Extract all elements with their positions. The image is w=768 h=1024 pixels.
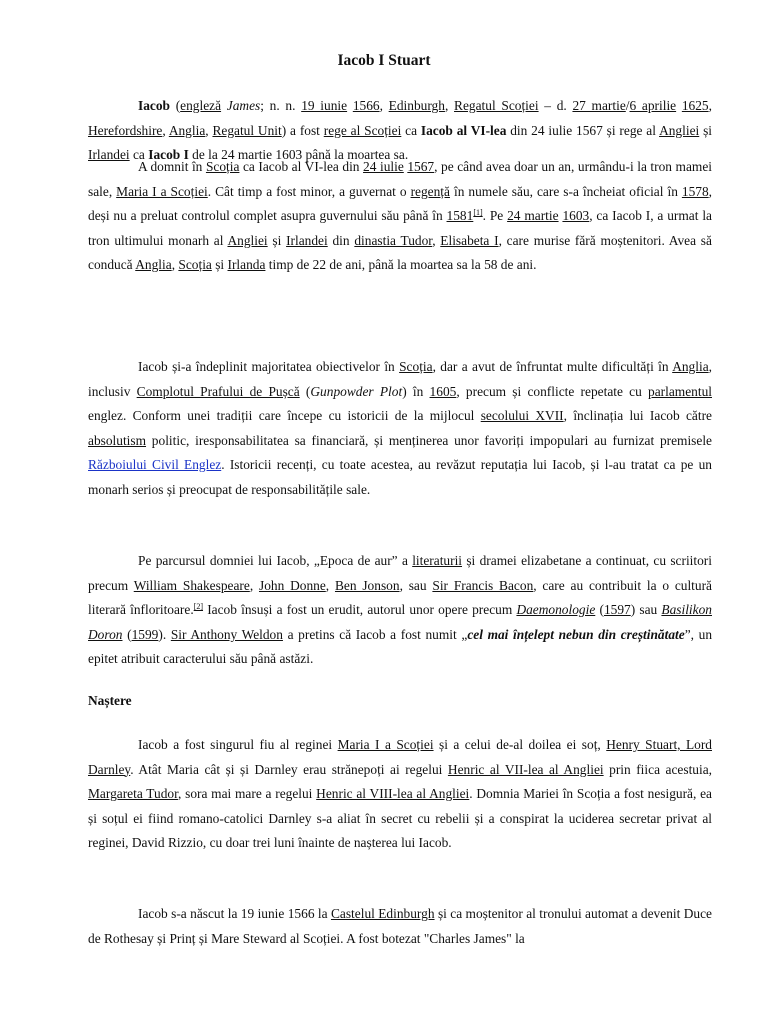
link-razboiului-civil-englez[interactable]: Războiului Civil Englez xyxy=(88,457,222,473)
text: ”, un epitet atribuit caracterului său până astăzi. xyxy=(88,626,713,667)
text: . Domnia Mariei în Scoția a fost nesigură, ea și soțul ei fiind romano-catolici Darnley s-a aliat în secret cu rebelii și a conspirat la uciderea secretar privat al reginei, David Rizzio, cu doar trei luni înainte de nașterea lui Iacob. xyxy=(88,786,712,851)
text: din xyxy=(327,232,355,248)
link-1581[interactable]: 1581 xyxy=(446,208,474,224)
text: , precum și conflicte repetate cu xyxy=(456,383,649,399)
link-daemonologie[interactable]: Daemonologie xyxy=(516,602,596,618)
text: ca xyxy=(129,147,149,163)
text: și dramei elizabetane a continuat, cu scriitori precum xyxy=(88,553,712,593)
link-1605[interactable]: 1605 xyxy=(429,383,457,399)
text: , xyxy=(171,257,179,273)
text: Pe parcursul domniei lui Iacob, „Epoca de aur” a xyxy=(138,553,413,568)
text: de la 24 martie 1603 până la moartea sa. xyxy=(188,147,409,163)
link-27-martie[interactable]: 27 martie xyxy=(572,98,626,113)
text: ( xyxy=(170,98,181,113)
text: Iacob xyxy=(138,98,170,113)
text: . Cât timp a fost minor, a guvernat o xyxy=(207,183,411,199)
link-absolutism[interactable]: absolutism xyxy=(88,432,147,448)
text: , care au contribuit la o cultură literară înfloritoare. xyxy=(88,577,713,618)
text: prin fiica acestuia, xyxy=(603,761,712,777)
link-john-donne[interactable]: John Donne xyxy=(258,577,326,593)
text: ca xyxy=(401,122,421,138)
text: politic, iresponsabilitatea sa financiară, și menținerea unor favoriți impopulari au furnizat premisele xyxy=(146,432,712,448)
text: din 24 iulie 1567 și rege al xyxy=(506,122,660,138)
footnote-1[interactable]: [1] xyxy=(473,208,483,218)
link-henric-al-vii-lea[interactable]: Henric al VII-lea al Angliei xyxy=(447,761,604,777)
text: A domnit în xyxy=(138,159,206,174)
link-regenta[interactable]: regență xyxy=(410,183,450,199)
paragraph-literatura xyxy=(88,549,712,672)
link-irlanda[interactable]: Irlanda xyxy=(227,257,266,273)
section-heading-nastere: Naștere xyxy=(88,693,132,708)
text: Iacob al VI-lea xyxy=(420,122,507,138)
text: , xyxy=(708,98,712,113)
link-elisabeta-i[interactable]: Elisabeta I xyxy=(440,232,499,248)
text: și a celui de-al doilea ei soț, xyxy=(433,737,607,752)
link-literaturii[interactable]: literaturii xyxy=(412,553,463,568)
link-herefordshire[interactable]: Herefordshire xyxy=(88,122,163,138)
text: ; n. n. xyxy=(260,98,302,113)
text: – d. xyxy=(538,98,573,113)
text: James xyxy=(226,98,261,113)
link-regatul-scotiei[interactable]: Regatul Scoției xyxy=(454,98,539,113)
text: timp de 22 de ani, până la moartea sa la 58 de ani. xyxy=(265,257,537,273)
link-1603[interactable]: 1603 xyxy=(562,208,590,224)
text: Gunpowder Plot xyxy=(310,383,403,399)
link-maria-i-a-scotiei[interactable]: Maria I a Scoției xyxy=(116,183,208,199)
text: , xyxy=(379,98,389,113)
text: ). xyxy=(158,626,171,642)
text: a pretins că Iacob a fost numit „ xyxy=(282,626,468,642)
link-edinburgh[interactable]: Edinburgh xyxy=(388,98,445,113)
text: și xyxy=(699,122,712,138)
link-anglia[interactable]: Anglia xyxy=(672,359,709,374)
link-complotul-prafului-de-pusca[interactable]: Complotul Prafului de Pușcă xyxy=(136,383,300,399)
link-rege-al-scotiei[interactable]: rege al Scoției xyxy=(323,122,402,138)
text: englez. Conform unei tradiții care începe cu istoricii de la mijlocul xyxy=(88,408,481,424)
link-irlandei[interactable]: Irlandei xyxy=(88,147,130,163)
link-ben-jonson[interactable]: Ben Jonson xyxy=(334,577,400,593)
text: , sora mai mare a regelui xyxy=(178,786,317,802)
link-anglia[interactable]: Anglia xyxy=(135,257,172,273)
text: și ca moștenitor al tronului automat a devenit Duce de Rothesay și Prinț și Mare Steward al Scoției. A fost botezat "Charles James" la xyxy=(88,906,712,946)
text: Iacob și-a îndeplinit majoritatea obiectivelor în xyxy=(138,359,400,374)
text: ) în xyxy=(402,383,430,399)
text: Iacob a fost singurul fiu al reginei xyxy=(138,737,338,752)
link-henry-stuart-lord-darnley[interactable]: Henry Stuart, Lord Darnley xyxy=(88,737,712,777)
text: , xyxy=(162,122,169,138)
link-dinastia-tudor[interactable]: dinastia Tudor xyxy=(354,232,433,248)
text: ( xyxy=(122,626,132,642)
text: și xyxy=(267,232,287,248)
link-engleza[interactable]: engleză xyxy=(180,98,222,113)
text: ) a fost xyxy=(281,122,324,138)
text: și xyxy=(211,257,228,273)
link-parlamentul[interactable]: parlamentul xyxy=(648,383,712,399)
link-scotia[interactable]: Scoția xyxy=(399,359,433,374)
link-secolului-xvii[interactable]: secolului XVII xyxy=(480,408,564,424)
paragraph-obiective xyxy=(88,355,712,503)
text: , care murise fără moștenitori. Avea să conducă xyxy=(88,232,712,273)
link-24-iulie[interactable]: 24 iulie xyxy=(363,159,404,174)
link-angliei[interactable]: Angliei xyxy=(227,232,268,248)
text: ( xyxy=(299,383,311,399)
text: , sau xyxy=(399,577,433,593)
paragraph-nastere xyxy=(88,733,712,856)
text: Iacob I xyxy=(148,147,189,163)
paragraph-nasterea-lui-iacob xyxy=(88,902,712,951)
link-sir-francis-bacon[interactable]: Sir Francis Bacon xyxy=(432,577,534,593)
link-angliei[interactable]: Angliei xyxy=(659,122,700,138)
link-19-iunie[interactable]: 19 iunie xyxy=(301,98,348,113)
text: , xyxy=(325,577,335,593)
footnote-2[interactable]: [2] xyxy=(193,602,204,612)
text: , dar a avut de înfruntat multe dificultăți în xyxy=(432,359,673,374)
link-1566[interactable]: 1566 xyxy=(352,98,380,113)
link-henric-al-viii-lea[interactable]: Henric al VIII-lea al Angliei xyxy=(316,786,470,802)
link-6-aprilie[interactable]: 6 aprilie xyxy=(629,98,677,113)
link-sir-anthony-weldon[interactable]: Sir Anthony Weldon xyxy=(170,626,283,642)
text: Iacob însuși a fost un erudit, autorul unor opere precum xyxy=(203,602,517,618)
link-1599[interactable]: 1599 xyxy=(131,626,159,642)
link-regatul-unit[interactable]: Regatul Unit xyxy=(212,122,282,138)
text: , pe când avea doar un an, urmându-i la tron mamei sale, xyxy=(88,159,712,199)
link-1567[interactable]: 1567 xyxy=(407,159,435,174)
text: ( xyxy=(595,602,604,618)
text: , xyxy=(249,577,259,593)
link-anglia[interactable]: Anglia xyxy=(168,122,206,138)
link-margareta-tudor[interactable]: Margareta Tudor xyxy=(88,786,179,802)
link-william-shakespeare[interactable]: William Shakespeare xyxy=(133,577,250,593)
text: . Istoricii recenți, cu toate acestea, au revăzut reputația lui Iacob, și l-au tratat ca pe un monarh serios și preocupat de responsabilitățile sale. xyxy=(88,457,712,497)
text: / xyxy=(625,98,630,113)
text: cel mai înțelept nebun din creștinătate xyxy=(467,626,685,642)
text: , ca Iacob I, a urmat la tron ultimului monarh al xyxy=(88,208,712,248)
text: . Atât Maria cât și și Darnley erau strănepoți ai regelui xyxy=(130,761,448,777)
text: , inclusiv xyxy=(88,359,712,399)
link-castelul-edinburgh[interactable]: Castelul Edinburgh xyxy=(330,906,435,921)
text: ) sau xyxy=(630,602,662,618)
text: în numele său, care s-a încheiat oficial în xyxy=(449,183,682,199)
link-basilikon-doron[interactable]: Basilikon Doron xyxy=(88,602,712,642)
link-scotia[interactable]: Scoția xyxy=(178,257,212,273)
link-scotia[interactable]: Scoția xyxy=(205,159,240,174)
link-1625[interactable]: 1625 xyxy=(681,98,709,113)
text: Iacob s-a născut la 19 iunie 1566 la xyxy=(138,906,331,921)
page-title: Iacob I Stuart xyxy=(337,52,431,69)
text: , deși nu a preluat controlul complet asupra guvernului său până în xyxy=(88,183,713,224)
text: . Pe xyxy=(482,208,508,224)
text: ca Iacob al VI-lea din xyxy=(239,159,364,174)
text: , xyxy=(205,122,213,138)
link-1597[interactable]: 1597 xyxy=(603,602,631,618)
link-1578[interactable]: 1578 xyxy=(681,183,709,199)
link-maria-i-a-scotiei[interactable]: Maria I a Scoției xyxy=(337,737,434,752)
link-irlandei[interactable]: Irlandei xyxy=(286,232,328,248)
text: , xyxy=(432,232,441,248)
text: , înclinația lui Iacob către xyxy=(563,408,712,424)
link-24-martie[interactable]: 24 martie xyxy=(507,208,559,224)
text: , xyxy=(444,98,455,113)
paragraph-domnie xyxy=(88,155,712,278)
